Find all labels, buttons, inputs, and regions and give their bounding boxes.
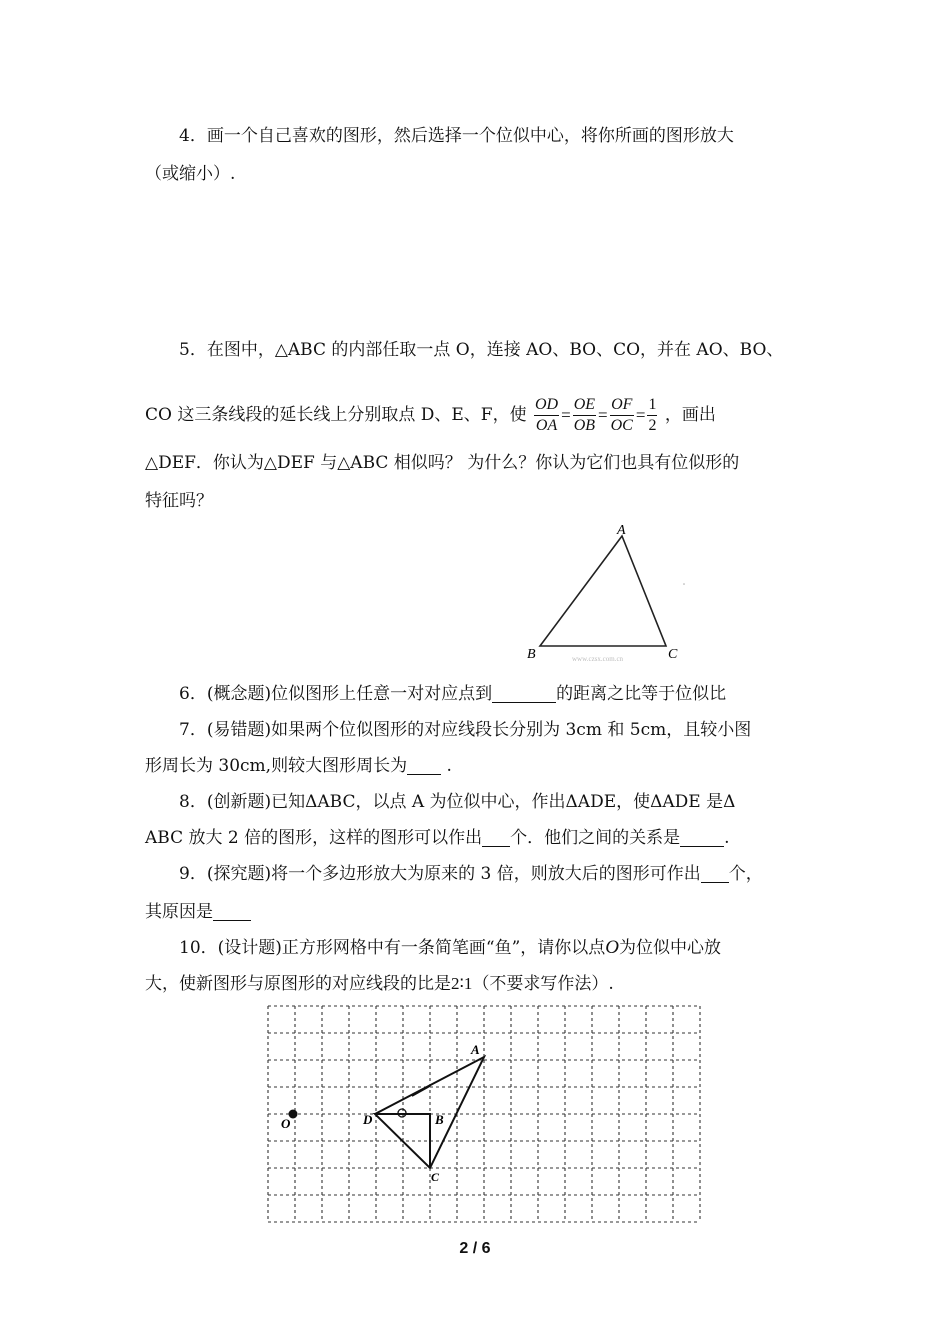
grid-label-d: D bbox=[363, 1112, 373, 1127]
triangle-abc bbox=[540, 536, 666, 646]
grid-lines bbox=[268, 1006, 700, 1222]
question-10-line1 bbox=[145, 931, 810, 965]
question-7-text-end: . bbox=[441, 756, 452, 776]
question-9-text: 9．(探究题)将一个多边形放大为原来的 3 倍，则放大后的图形可作出 bbox=[179, 864, 701, 884]
question-5-line2 bbox=[145, 393, 810, 438]
question-5-line3: △DEF．你认为△DEF 与△ABC 相似吗？ 为什么？你认为它们也具有位似形的 bbox=[145, 453, 740, 473]
answer-blank-q9-count[interactable] bbox=[701, 864, 729, 883]
question-8-line2 bbox=[145, 821, 810, 855]
question-10-text-2: 大，使新图形与原图形的对应线段的比是 bbox=[145, 974, 451, 994]
question-8-text-end: . bbox=[724, 828, 730, 848]
triangle-abc-figure bbox=[520, 520, 700, 666]
fish-grid-figure bbox=[262, 1000, 708, 1232]
question-8-text-mid: 个．他们之间的关系是 bbox=[510, 828, 681, 848]
grid-label-c: C bbox=[431, 1170, 440, 1184]
center-point-o: O bbox=[605, 937, 620, 958]
vertex-label-b: B bbox=[527, 647, 536, 662]
question-10-text-end: 为位似中心放 bbox=[619, 938, 722, 958]
grid-label-o: O bbox=[281, 1116, 291, 1131]
equals-sign-2: = bbox=[598, 405, 608, 425]
question-9-reason-text: 其原因是 bbox=[145, 902, 213, 922]
question-7-line1: 7．(易错题)如果两个位似图形的对应线段长分别为 3cm 和 5cm，且较小图 bbox=[179, 720, 752, 740]
answer-blank-q7[interactable] bbox=[407, 756, 441, 775]
fraction-oe-ob: $\frac{OE}{OB}$ bbox=[573, 396, 596, 434]
vertex-label-a: A bbox=[617, 523, 626, 538]
answer-blank-q6[interactable] bbox=[492, 684, 556, 703]
question-10-text: 10．(设计题)正方形网格中有一条简笔画“鱼”，请你以点 bbox=[179, 938, 606, 958]
answer-blank-q8-relation[interactable] bbox=[680, 828, 724, 847]
stray-dot bbox=[683, 583, 685, 585]
question-9-line1 bbox=[145, 857, 810, 891]
equals-sign-1: = bbox=[561, 405, 571, 425]
question-10-text-2-end: （不要求写作法）. bbox=[472, 974, 614, 994]
question-7-line2 bbox=[145, 749, 810, 783]
question-4-line2: （或缩小）. bbox=[145, 164, 236, 184]
question-8-line1: 8．(创新题)已知ΔABC，以点 A 为位似中心，作出ΔADE，使ΔADE 是Δ bbox=[179, 792, 736, 812]
question-7-text: 形周长为 30cm,则较大图形周长为 bbox=[145, 756, 408, 776]
question-10-line2 bbox=[145, 967, 810, 1001]
fraction-one-half: $\frac{1}{2}$ bbox=[648, 396, 657, 434]
question-9-text-end: 个， bbox=[728, 864, 763, 884]
question-6 bbox=[145, 677, 810, 711]
answer-blank-q8-count[interactable] bbox=[482, 828, 510, 847]
question-5-line1: 5．在图中，△ABC 的内部任取一点 O，连接 AO、BO、CO，并在 AO、BO、 bbox=[179, 340, 784, 360]
answer-blank-q9-reason[interactable] bbox=[213, 902, 251, 921]
fraction-of-oc: $\frac{OF}{OC}$ bbox=[610, 396, 633, 434]
question-6-text-end: 的距离之比等于位似比 bbox=[556, 684, 727, 704]
question-5-line4: 特征吗？ bbox=[145, 491, 213, 511]
equals-sign-3: = bbox=[635, 405, 646, 425]
grid-label-b: B bbox=[435, 1112, 444, 1127]
vertex-label-c: C bbox=[668, 647, 678, 662]
fraction-od-oa: $\frac{OD}{OA}$ bbox=[535, 396, 559, 434]
question-9-line2 bbox=[145, 895, 810, 929]
question-8-text: ABC 放大 2 倍的图形，这样的图形可以作出 bbox=[145, 828, 483, 848]
question-6-text: 6．(概念题)位似图形上任意一对对应点到 bbox=[179, 684, 493, 704]
figure-watermark: www.czsx.com.cn bbox=[572, 655, 624, 663]
question-4-line1: 4．画一个自己喜欢的图形，然后选择一个位似中心，将你所画的图形放大 bbox=[179, 126, 734, 146]
grid-label-a: A bbox=[471, 1042, 480, 1057]
question-5-line2-text: CO 这三条线段的延长线上分别取点 D、E、F，使 bbox=[145, 405, 527, 425]
question-5-line2-end: ，画出 bbox=[664, 405, 716, 425]
ratio-value: 2∶1 bbox=[451, 974, 473, 993]
page-number: 2 / 6 bbox=[459, 1240, 491, 1257]
